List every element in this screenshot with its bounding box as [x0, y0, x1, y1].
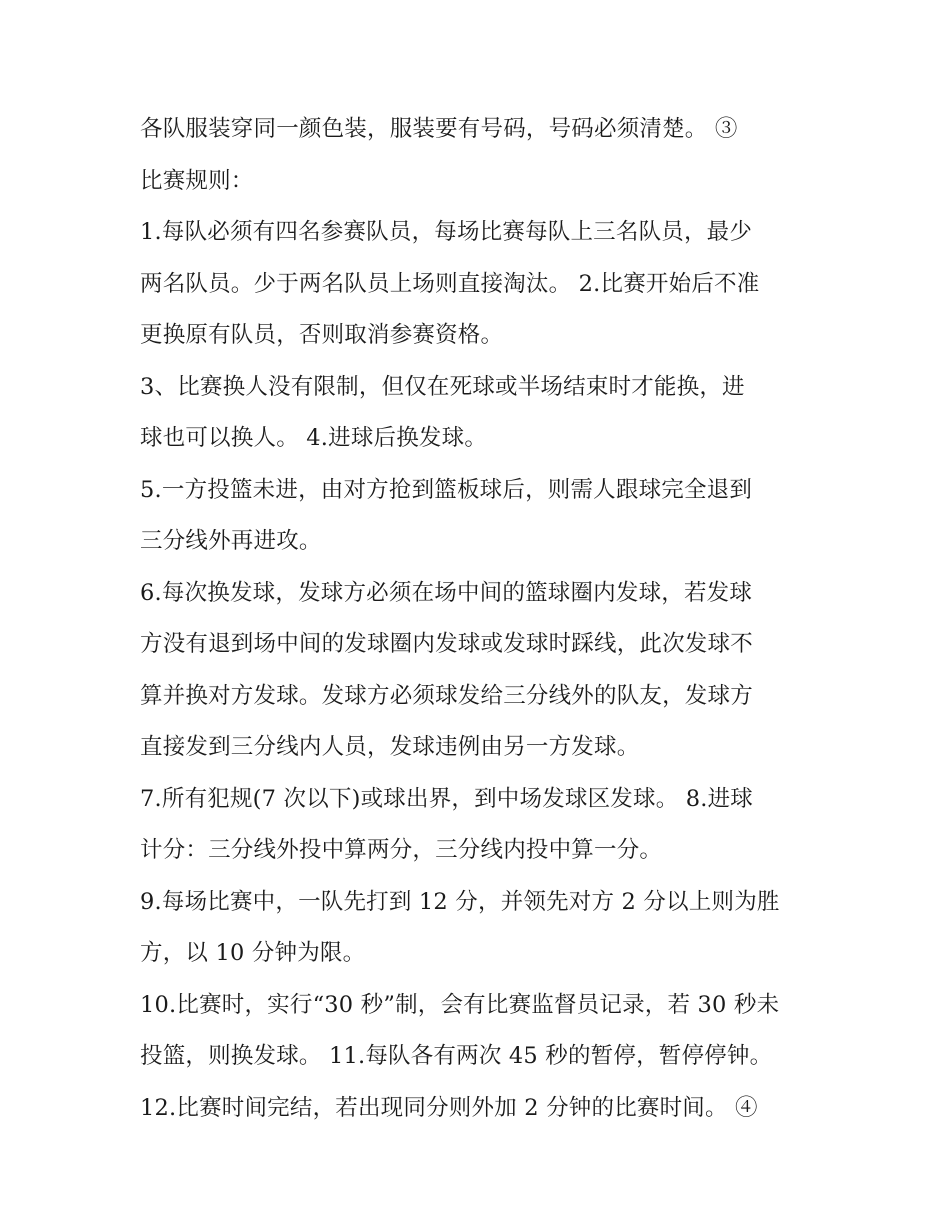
text-line: 投篮，则换发球。 11.每队各有两次 45 秒的暂停，暂停停钟。 [140, 1043, 773, 1069]
text-line: 1.每队必须有四名参赛队员，每场比赛每队上三名队员，最少 [140, 219, 753, 245]
rules-text-block [140, 104, 820, 1134]
text-line: 计分：三分线外投中算两分，三分线内投中算一分。 [140, 837, 663, 863]
text-line: 9.每场比赛中，一队先打到 12 分，并领先对方 2 分以上则为胜 [140, 888, 780, 915]
text-line: 3、比赛换人没有限制，但仅在死球或半场结束时才能换，进 [140, 373, 745, 400]
text-line: 6.每次换发球，发球方必须在场中间的篮球圈内发球，若发球 [140, 579, 753, 606]
text-line: 各队服装穿同一颜色装，服装要有号码，号码必须清楚。 ③ [140, 116, 738, 142]
text-line: 球也可以换人。 4.进球后换发球。 [140, 425, 488, 451]
text-line: 10.比赛时，实行“30 秒”制，会有比赛监督员记录，若 30 秒未 [140, 991, 780, 1018]
section-heading: 比赛规则： [140, 167, 254, 194]
text-line: 12.比赛时间完结，若出现同分则外加 2 分钟的比赛时间。 ④ [140, 1094, 758, 1121]
text-line: 7.所有犯规(7 次以下)或球出界，到中场发球区发球。 8.进球 [140, 785, 754, 812]
text-line: 方没有退到场中间的发球圈内发球或发球时踩线，此次发球不 [140, 631, 753, 657]
text-line: 5.一方投篮未进，由对方抢到篮板球后，则需人跟球完全退到 [140, 476, 753, 503]
text-line: 算并换对方发球。发球方必须球发给三分线外的队友，发球方 [140, 682, 753, 709]
text-line: 三分线外再进攻。 [140, 528, 322, 554]
text-line: 更换原有队员，否则取消参赛资格。 [140, 322, 504, 348]
text-line: 直接发到三分线内人员，发球违例由另一方发球。 [140, 734, 640, 760]
text-line: 方，以 10 分钟为限。 [140, 940, 366, 966]
text-line: 两名队员。少于两名队员上场则直接淘汰。 2.比赛开始后不准 [140, 270, 760, 297]
